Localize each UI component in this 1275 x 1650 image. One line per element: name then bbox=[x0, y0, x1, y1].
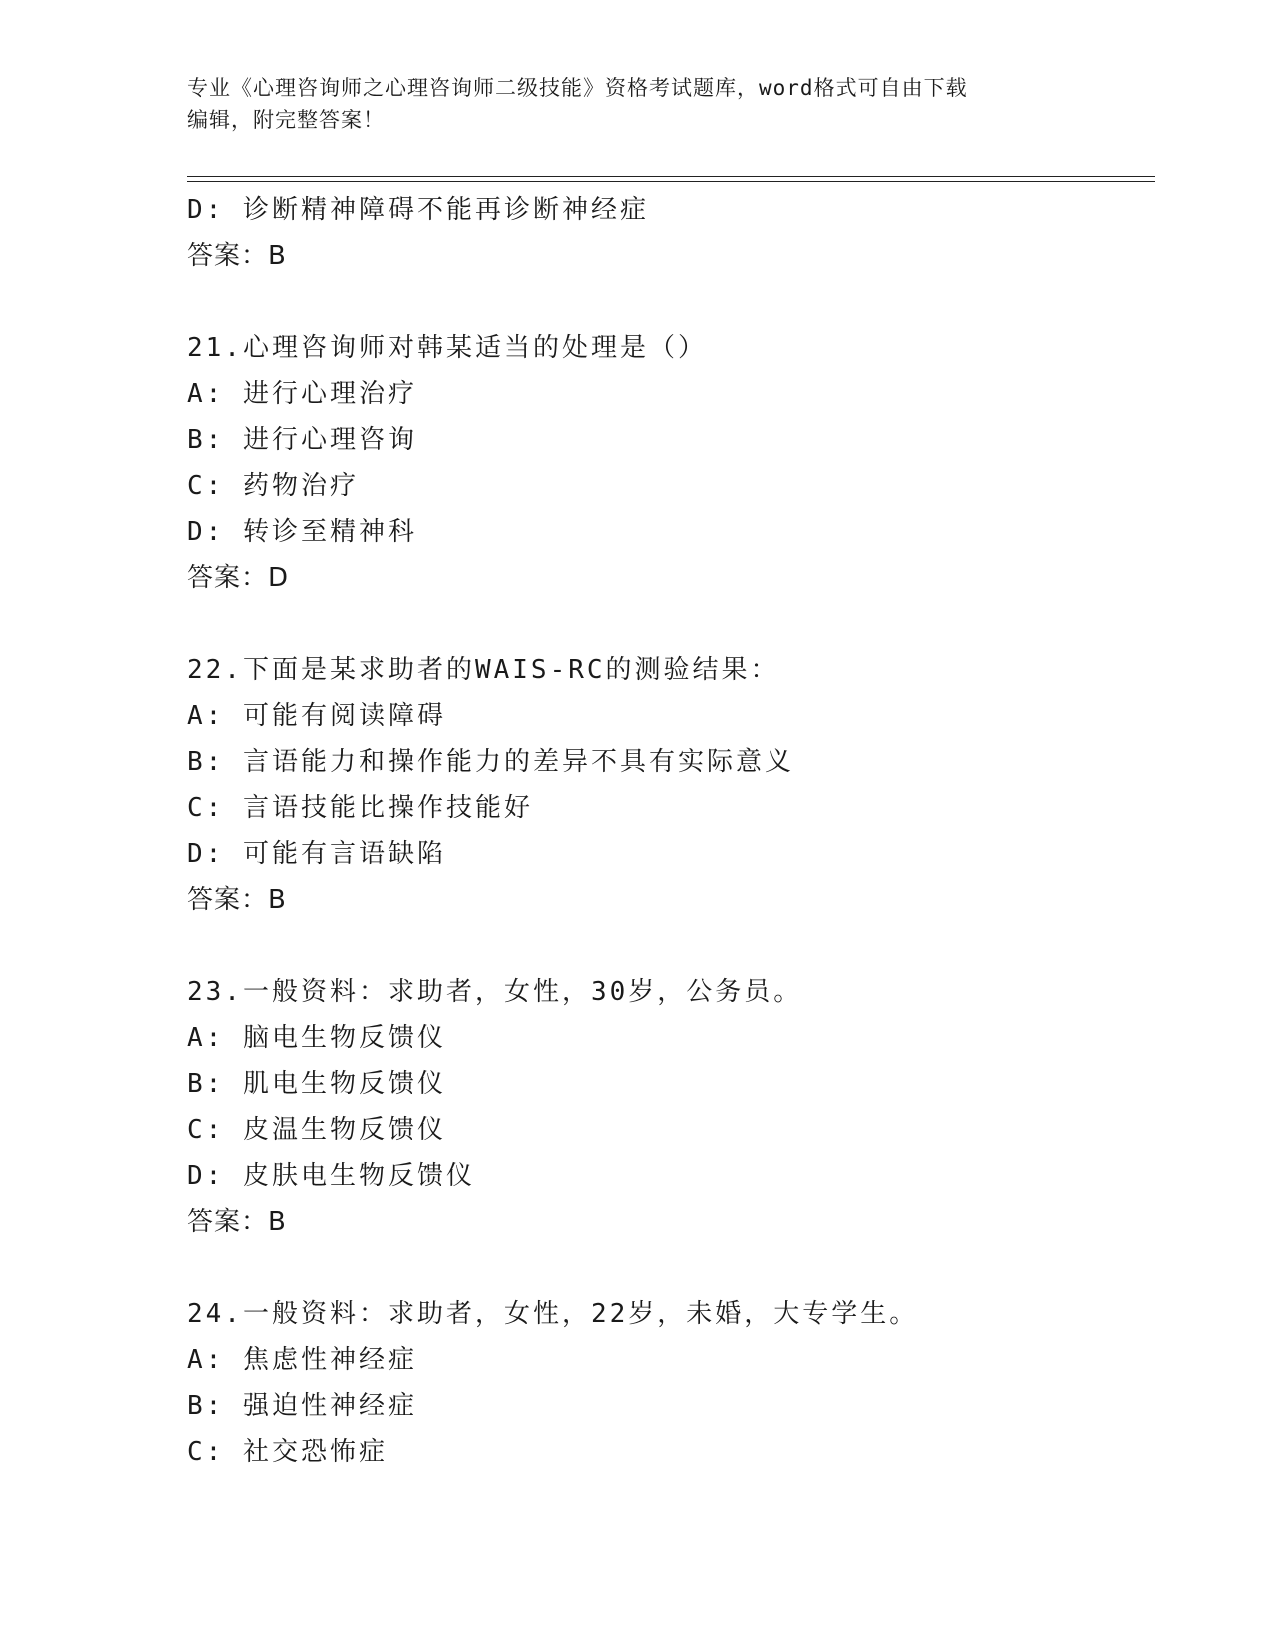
option-c: C: 皮温生物反馈仪 bbox=[187, 1115, 446, 1145]
spacer bbox=[187, 601, 1155, 647]
page-header bbox=[187, 72, 1087, 136]
question-stem: 24.一般资料：求助者，女性，22岁，未婚，大专学生。 bbox=[187, 1299, 919, 1329]
answer: 答案：D bbox=[187, 563, 290, 593]
option-d: D: 皮肤电生物反馈仪 bbox=[187, 1161, 475, 1191]
spacer bbox=[187, 279, 1155, 325]
spacer bbox=[187, 1245, 1155, 1291]
option-d: D: 可能有言语缺陷 bbox=[187, 839, 446, 869]
question-list bbox=[187, 187, 1155, 1475]
option-b: B: 进行心理咨询 bbox=[187, 425, 417, 455]
option-d: D: 转诊至精神科 bbox=[187, 517, 417, 547]
header-double-rule bbox=[187, 176, 1155, 182]
question-stem: 21.心理咨询师对韩某适当的处理是（） bbox=[187, 333, 707, 363]
option-c: C: 药物治疗 bbox=[187, 471, 359, 501]
option-a: A: 焦虑性神经症 bbox=[187, 1345, 417, 1375]
answer: 答案：B bbox=[187, 1207, 287, 1237]
spacer bbox=[187, 923, 1155, 969]
question-24 bbox=[187, 1291, 1155, 1475]
option-a: A: 可能有阅读障碍 bbox=[187, 701, 446, 731]
option-c: C: 社交恐怖症 bbox=[187, 1437, 388, 1467]
option-b: B: 强迫性神经症 bbox=[187, 1391, 417, 1421]
question-23 bbox=[187, 969, 1155, 1245]
question-21 bbox=[187, 325, 1155, 601]
question-22 bbox=[187, 647, 1155, 923]
option-a: A: 进行心理治疗 bbox=[187, 379, 417, 409]
option-d-previous: D: 诊断精神障碍不能再诊断神经症 bbox=[187, 195, 649, 225]
header-line-1: 专业《心理咨询师之心理咨询师二级技能》资格考试题库，word格式可自由下载 bbox=[187, 76, 968, 100]
option-b: B: 言语能力和操作能力的差异不具有实际意义 bbox=[187, 747, 794, 777]
answer: 答案：B bbox=[187, 885, 287, 915]
header-line-2: 编辑，附完整答案！ bbox=[187, 108, 385, 132]
option-c: C: 言语技能比操作技能好 bbox=[187, 793, 533, 823]
question-stem: 23.一般资料：求助者，女性，30岁，公务员。 bbox=[187, 977, 803, 1007]
option-a: A: 脑电生物反馈仪 bbox=[187, 1023, 446, 1053]
question-stem: 22.下面是某求助者的WAIS-RC的测验结果： bbox=[187, 655, 780, 685]
answer-previous: 答案：B bbox=[187, 241, 287, 271]
option-b: B: 肌电生物反馈仪 bbox=[187, 1069, 446, 1099]
